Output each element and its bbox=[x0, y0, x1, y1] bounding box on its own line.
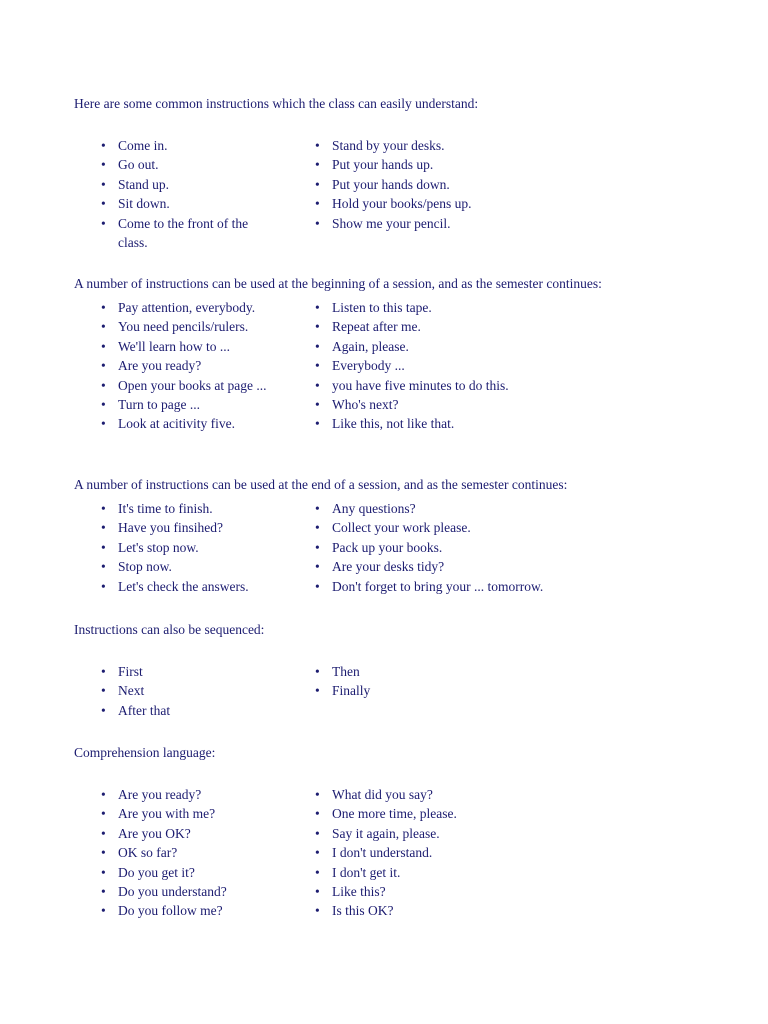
instruction-list-left bbox=[118, 136, 294, 252]
list-item: • We'll learn how to ... bbox=[118, 337, 294, 356]
instruction-list-right bbox=[332, 136, 662, 233]
list-item: • Then bbox=[332, 662, 662, 681]
list-item: • Stand by your desks. bbox=[332, 136, 662, 155]
list-item: • Let's stop now. bbox=[118, 538, 294, 557]
instruction-list-right bbox=[332, 499, 662, 596]
list-item: • OK so far? bbox=[118, 843, 294, 862]
instruction-list-right bbox=[332, 662, 662, 701]
list-item: • Like this, not like that. bbox=[332, 414, 662, 433]
list-item: • Next bbox=[118, 681, 294, 700]
list-item: • Everybody ... bbox=[332, 356, 662, 375]
instruction-list-left bbox=[118, 298, 294, 434]
list-item: • It's time to finish. bbox=[118, 499, 294, 518]
instruction-list-left bbox=[118, 662, 294, 720]
list-item: • Do you understand? bbox=[118, 882, 294, 901]
list-item: • Are you ready? bbox=[118, 785, 294, 804]
list-item: • Hold your books/pens up. bbox=[332, 194, 662, 213]
list-item: • Are you OK? bbox=[118, 824, 294, 843]
list-item: • Look at acitivity five. bbox=[118, 414, 294, 433]
list-item: • I don't understand. bbox=[332, 843, 662, 862]
list-item: • Finally bbox=[332, 681, 662, 700]
list-item: • What did you say? bbox=[332, 785, 662, 804]
section-intro: Comprehension language: bbox=[74, 745, 216, 760]
list-item: • First bbox=[118, 662, 294, 681]
list-item: • You need pencils/rulers. bbox=[118, 317, 294, 336]
section-intro: Instructions can also be sequenced: bbox=[74, 622, 265, 637]
list-item: • Don't forget to bring your ... tomorrow. bbox=[332, 577, 662, 596]
instruction-list-right bbox=[332, 298, 662, 434]
list-item: • Collect your work please. bbox=[332, 518, 662, 537]
list-item: • Let's check the answers. bbox=[118, 577, 294, 596]
list-item: • Do you get it? bbox=[118, 863, 294, 882]
list-item: • Pack up your books. bbox=[332, 538, 662, 557]
list-item: • Stand up. bbox=[118, 175, 294, 194]
list-item: • Have you finsihed? bbox=[118, 518, 294, 537]
list-item: • Show me your pencil. bbox=[332, 214, 662, 233]
list-item: • Pay attention, everybody. bbox=[118, 298, 294, 317]
section-intro: A number of instructions can be used at the beginning of a session, and as the semester continues: bbox=[74, 276, 602, 291]
list-item: • Come to the front of the class. bbox=[118, 214, 278, 253]
list-item: • Do you follow me? bbox=[118, 901, 294, 920]
list-item: • Are your desks tidy? bbox=[332, 557, 662, 576]
list-item: • One more time, please. bbox=[332, 804, 662, 823]
list-item: • Like this? bbox=[332, 882, 662, 901]
instruction-list-right bbox=[332, 785, 662, 921]
list-item: • Come in. bbox=[118, 136, 294, 155]
list-item: • Turn to page ... bbox=[118, 395, 294, 414]
list-item: • Who's next? bbox=[332, 395, 662, 414]
list-item: • Listen to this tape. bbox=[332, 298, 662, 317]
section-intro: Here are some common instructions which the class can easily understand: bbox=[74, 96, 479, 111]
list-item: • Are you with me? bbox=[118, 804, 294, 823]
list-item: • Is this OK? bbox=[332, 901, 662, 920]
section-intro: A number of instructions can be used at the end of a session, and as the semester continues: bbox=[74, 477, 568, 492]
list-item: • Open your books at page ... bbox=[118, 376, 268, 395]
list-item: • I don't get it. bbox=[332, 863, 662, 882]
list-item: • Again, please. bbox=[332, 337, 662, 356]
list-item: • Put your hands up. bbox=[332, 155, 662, 174]
list-item: • Stop now. bbox=[118, 557, 294, 576]
list-item: • you have five minutes to do this. bbox=[332, 376, 662, 395]
instruction-list-left bbox=[118, 499, 294, 596]
list-item: • After that bbox=[118, 701, 294, 720]
list-item: • Put your hands down. bbox=[332, 175, 662, 194]
instruction-list-left bbox=[118, 785, 294, 921]
list-item: • Sit down. bbox=[118, 194, 294, 213]
list-item: • Repeat after me. bbox=[332, 317, 662, 336]
list-item: • Say it again, please. bbox=[332, 824, 662, 843]
list-item: • Any questions? bbox=[332, 499, 662, 518]
list-item: • Go out. bbox=[118, 155, 294, 174]
list-item: • Are you ready? bbox=[118, 356, 294, 375]
